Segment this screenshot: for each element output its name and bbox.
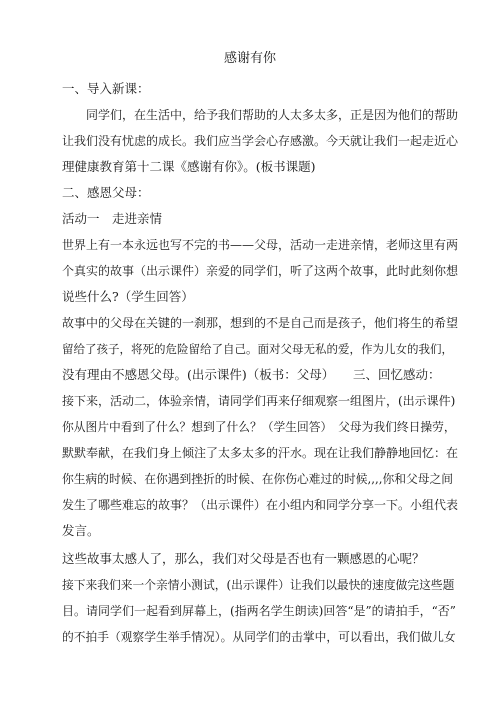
paragraph-line: 让我们没有忧虑的成长。我们应当学会心存感激。今天就让我们一起走近心 bbox=[62, 134, 459, 148]
paragraph-line: 故事中的父母在关键的一刹那，想到的不是自己而是孩子，他们将生的希望 bbox=[62, 316, 459, 330]
section-heading-parents: 二、感恩父母： bbox=[62, 185, 150, 200]
paragraph-line: 目。请同学们一起看到屏幕上，(指两名学生朗读)回答“是”的请拍手，“否” bbox=[62, 604, 456, 618]
paragraph-line: 发生了哪些难忘的故事？（出示课件）在小组内和同学分享一下。小组代表 bbox=[62, 498, 459, 512]
paragraph-line: 你从图片中看到了什么？想到了什么？（学生回答） 父母为我们终日操劳， bbox=[62, 420, 456, 434]
activity-heading: 活动一 走进亲情 bbox=[62, 211, 163, 226]
paragraph-line: 没有理由不感恩父母。(出示课件)（板书：父母） 三、回忆感动： bbox=[62, 367, 441, 382]
section-heading-intro: 一、导入新课： bbox=[62, 81, 150, 96]
paragraph-line: 的不拍手（观察学生举手情况）。从同学们的击掌中，可以看出，我们做儿女 bbox=[62, 630, 456, 644]
paragraph-line: 你生病的时候、在你遇到挫折的时候、在你伤心难过的时候,,,,你和父母之间 bbox=[62, 472, 453, 486]
paragraph-line: 这些故事太感人了，那么，我们对父母是否也有一颗感恩的心呢？ bbox=[62, 551, 425, 566]
document-title: 感谢有你 bbox=[223, 51, 276, 66]
paragraph-line: 世界上有一本永远也写不完的书——父母，活动一走进亲情，老师这里有两 bbox=[62, 238, 459, 252]
paragraph-line: 个真实的故事（出示课件）亲爱的同学们，听了这两个故事，此时此刻你想 bbox=[62, 264, 459, 278]
paragraph-line: 接下来我们来一个亲情小测试，(出示课件）让我们以最快的速度做完这些题 bbox=[62, 578, 455, 592]
paragraph-line: 默默奉献，在我们身上倾注了太多太多的汗水。现在让我们静静地回忆：在 bbox=[62, 446, 459, 460]
paragraph-line: 说些什么?（学生回答） bbox=[62, 289, 194, 304]
paragraph-line: 理健康教育第十二课《感谢有你》。(板书课题) bbox=[62, 159, 316, 174]
paragraph-line: 接下来，活动二，体验亲情，请同学们再来仔细观察一组图片，(出示课件) bbox=[62, 394, 456, 408]
paragraph-line: 发言。 bbox=[62, 523, 100, 538]
paragraph-line: 同学们，在生活中，给予我们帮助的人太多太多，正是因为他们的帮助 bbox=[86, 108, 459, 122]
paragraph-line: 留给了孩子，将死的危险留给了自己。面对父母无私的爱，作为儿女的我们， bbox=[62, 342, 453, 356]
